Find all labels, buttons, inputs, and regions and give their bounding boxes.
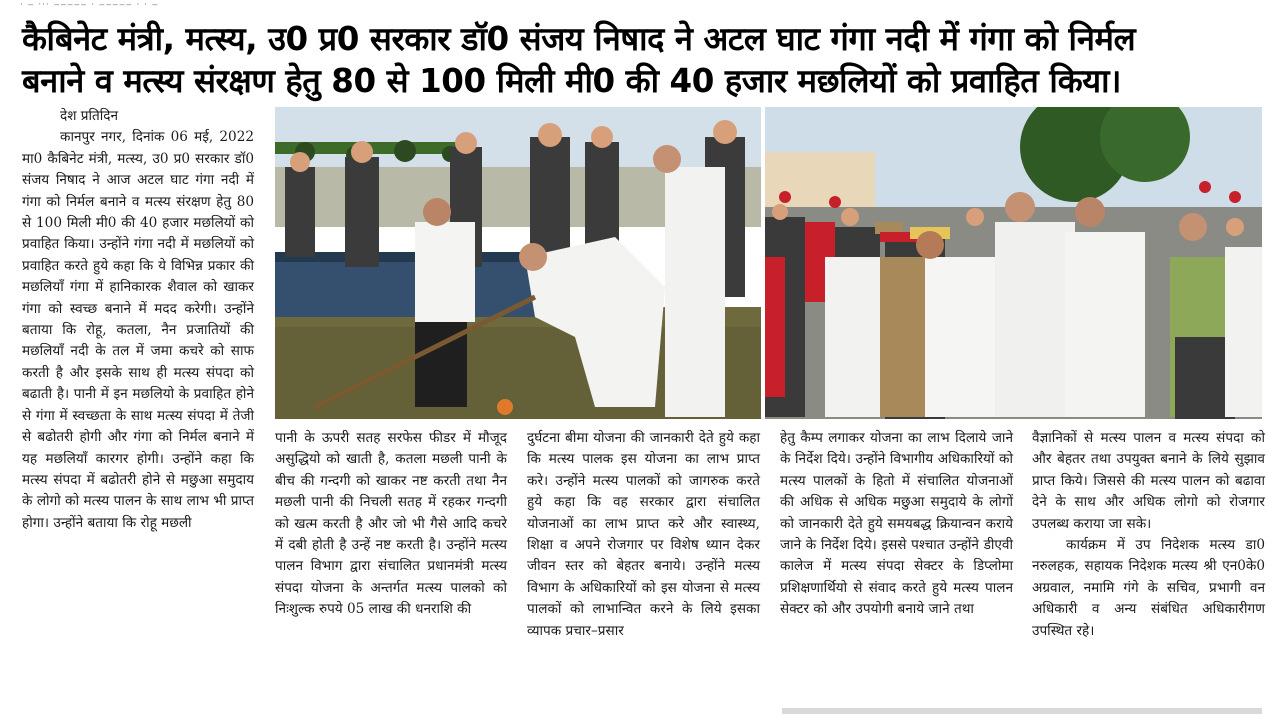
byline: देश प्रतिदिन bbox=[60, 108, 119, 124]
article-column-5-text: वैज्ञानिकों से मत्स्य पालन व मत्स्य संपदा को और बेहतर तथा उपयुक्त बनाने के लिये सुझाव प्राप्त किये। जिससे की मत्स्य पालन को बढावा देने के साथ और अधिक लोगो को रोजगार उपलब्ध कराया जा सके। bbox=[1032, 430, 1265, 532]
article-column-2-text: पानी के ऊपरी सतह सरफेस फीडर में मौजूद असुद्धियो को खाती है, कतला मछली पानी के बीच की गन्दगी को खाकर नष्ट करती तथा नैन मछली पानी की निचली सतह में रहकर गन्दगी को खत्म करती है और जो भी गैसे आदि कचरे में दबी होती है उन्हें नष्ट करती है। उन्होंने मत्स्य पालन विभाग द्वारा संचालित प्रधानमंत्री मत्स्य संपदा योजना के अन्तर्गत मत्स्य पालको को निःशुल्क रुपये 05 लाख की धनराशि की bbox=[275, 430, 507, 618]
photo-fish-release-illustration bbox=[275, 107, 761, 419]
photo-minister-illustration bbox=[765, 107, 1262, 419]
headline-line-2: बनाने व मत्स्य संरक्षण हेतु 80 से 100 मिली मी0 की 40 हजार मछलियों को प्रवाहित किया। bbox=[22, 62, 1122, 100]
article-column-4 bbox=[780, 428, 1013, 621]
top-strip-text: · ‒ ··· ‒‒‒‒‒ · ‒‒‒‒‒ · · ‒ bbox=[20, 0, 159, 10]
photo-minister-with-officials bbox=[765, 107, 1262, 419]
headline-line-1: कैबिनेट मंत्री, मत्स्य, उ0 प्र0 सरकार डॉ0 संजय निषाद ने अटल घाट गंगा नदी में गंगा को निर्मल bbox=[22, 20, 1136, 58]
article-column-3-text: दुर्घटना बीमा योजना की जानकारी देते हुये कहा कि मत्स्य पालक इस योजना का लाभ प्राप्त करे। उन्होंने मत्स्य पालकों को जागरुक करते हुये कहा कि वह सरकार द्वारा संचालित योजनाओं का लाभ प्राप्त करे और स्वास्थ्य, शिक्षा व अपने रोजगार पर विशेष ध्यान देकर जीवन स्तर को बेहतर बनाये। उन्होंने मत्स्य विभाग के अधिकारियों को इस योजना से मत्स्य पालकों को लाभान्वित करने के लिये इसका व्यापक प्रचार–प्रसार bbox=[527, 430, 760, 639]
article-column-3 bbox=[527, 428, 760, 642]
article-column-4-text: हेतु कैम्प लगाकर योजना का लाभ दिलाये जाने के निर्देश दिये। उन्होंने विभागीय अधिकारियों को मत्स्य पालकों के हितो में संचालित योजनाओं की अधिक से अधिक मछुआ समुदाये के लोगों को जानकारी देते हुये समयबद्ध क्रियान्वन कराये जाने के निर्देश दिये। इससे पश्चात उन्होंने डीएवी कालेज में मत्स्य संपदा सेक्टर के डिप्लोमा प्रशिक्षणार्थियो से संवाद करते हुये मत्स्य पालन सेक्टर को और उपयोगी बनाये जाने तथा bbox=[780, 430, 1013, 618]
article-column-2 bbox=[275, 428, 507, 621]
article-column-1 bbox=[22, 106, 254, 534]
article-column-5 bbox=[1032, 428, 1265, 642]
bottom-rule bbox=[782, 708, 1262, 714]
photo-fish-release bbox=[275, 107, 761, 419]
headline bbox=[22, 18, 1272, 102]
article-lead-paragraph: कानपुर नगर, दिनांक 06 मई, 2022 मा0 कैबिनेट मंत्री, मत्स्य, उ0 प्र0 सरकार डॉ0 संजय निषाद ने आज अटल घाट गंगा नदी में गंगा को निर्मल बनाने व मत्स्य संरक्षण हेतु 80 से 100 मिली मी0 की 40 हजार मछलियों को प्रवाहित किया। उन्होंने गंगा नदी में मछलियों को प्रवाहित करते हुये कहा कि ये विभिन्न प्रकार की मछलियाँ गंगा में हानिकारक शैवाल को खाकर गंगा को स्वच्छ बनाने में मदद करेगी। उन्होंने बताया कि रोहू, कतला, नैन प्रजातियों की मछलियाँ नदी के तल में जमा कचरे को साफ करती है और इसके साथ ही मत्स्य संपदा को बढाती है। पानी में इन मछलियो के प्रवाहित होने से गंगा में स्वच्छता के साथ मत्स्य संपदा में तेजी से बढोतरी होगी और गंगा को निर्मल बनाने में यह मछलियाँ कारगर होगी। उन्होंने कहा कि मत्स्य संपदा में बढोतरी होने से मछुआ समुदाय के लोगो को मत्स्य पालन के साथ लाभ भी प्राप्त होगा। उन्होंने बताया कि रोहू मछली bbox=[22, 129, 254, 531]
article-closing-paragraph: कार्यक्रम में उप निदेशक मत्स्य डा0 नरुलहक, सहायक निदेशक मत्स्य श्री एन0के0 अग्रवाल, नमामि गंगे के सचिव, प्रभागी वन अधिकारी व अन्य संबंधित अधिकारीगण उपस्थित रहे। bbox=[1032, 537, 1265, 639]
